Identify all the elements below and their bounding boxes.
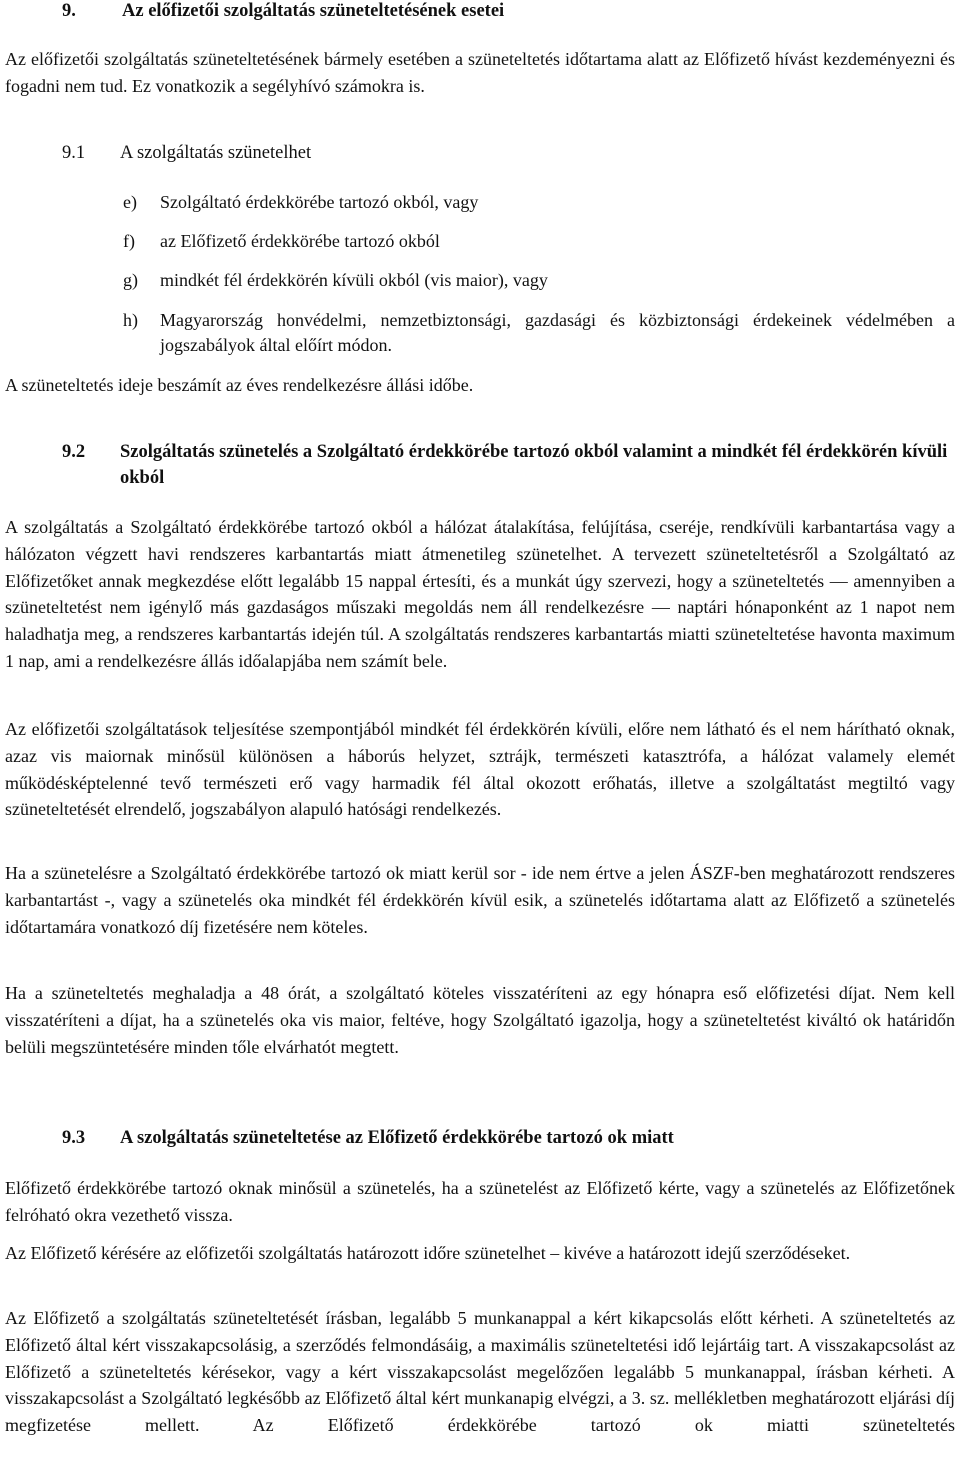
list-item-text: mindkét fél érdekkörén kívüli okból (vis maior), vagy <box>160 270 548 290</box>
list-marker: f) <box>123 231 135 251</box>
section-9-3-number: 9.3 <box>62 1128 86 1148</box>
list-item-f <box>123 229 955 254</box>
section-9-2-paragraph-1: A szolgáltatás a Szolgáltató érdekkörébe tartozó okból a hálózat átalakítása, felújítása, cseréje, rendkívüli karbantartása vagy a hálózaton végzett havi rendszeres karbantartás miatt átmenetileg szünetelhet. A tervezett szüneteltetésről a Szolgáltató az Előfizetőket annak megkezdése előtt legalább 15 nappal értesíti, és a munkát úgy szervezi, hogy a szüneteltetés — amennyiben a szüneteltetést nem igénylő más gazdaságos műszaki megoldás nem áll rendelkezésre — naptári hónaponként az 1 napot nem haladhatja meg, a rendszeres karbantartás idején túl. A szolgáltatás rendszeres karbantartás miatti szüneteltetése havonta maximum 1 nap, ami a rendelkezésre állás időalapjába nem számít bele. <box>5 517 955 671</box>
section-9-1-note: A szüneteltetés ideje beszámít az éves rendelkezésre állási időbe. <box>5 375 474 395</box>
section-9-2-title: Szolgáltatás szünetelés a Szolgáltató érdekkörébe tartozó okból valamint a mindkét fél érdekkörén kívüli okból <box>120 442 948 488</box>
section-9-title: Az előfizetői szolgáltatás szüneteltetésének esetei <box>122 1 505 21</box>
list-item-text: Szolgáltató érdekkörébe tartozó okból, vagy <box>160 192 479 212</box>
section-9-3-paragraph-3: Az Előfizető a szolgáltatás szüneteltetését írásban, legalább 5 munkanappal a kért kikapcsolás előtt kérheti. A szüneteltetés az Előfizető által kért visszakapcsolásig, a szerződés felmondásáig, a maximális szüneteltetési idő lejártáig tart. A visszakapcsolást az Előfizető a szüneteltetés kérésekor, vagy a kért visszakapcsolást megelőzően legalább 5 munkanappal, írásban kérheti. A visszakapcsolást a Szolgáltató legkésőbb az Előfizető által kért munkanapig elvégzi, a 3. sz. mellékletben meghatározott eljárási díj megfizetése mellett. Az Előfizető érdekkörébe tartozó ok miatti szüneteltetés <box>5 1308 955 1436</box>
list-marker: g) <box>123 270 138 290</box>
list-item-h <box>123 308 955 358</box>
section-9-3-title: A szolgáltatás szüneteltetése az Előfizető érdekkörébe tartozó ok miatt <box>120 1128 674 1148</box>
section-9-intro: Az előfizetői szolgáltatás szüneteltetésének bármely esetében a szüneteltetés időtartama alatt az Előfizető hívást kezdeményezni és fogadni nem tud. Ez vonatkozik a segélyhívó számokra is. <box>5 49 955 96</box>
section-9-2-number: 9.2 <box>62 442 86 462</box>
section-9-1-heading <box>5 140 955 166</box>
section-9-2-paragraph-3: Ha a szünetelésre a Szolgáltató érdekkörébe tartozó ok miatt kerül sor - ide nem értve a jelen ÁSZF-ben meghatározott rendszeres karbantartást -, vagy a szünetelés oka mindkét fél érdekkörén kívül esik, a szünetelés időtartama alatt az Előfizető a szünetelés időtartamára vonatkozó díj fizetésére nem köteles. <box>5 863 955 937</box>
list-item-g <box>123 268 955 293</box>
section-9-3-heading <box>5 1125 955 1151</box>
section-9-2-paragraph-4: Ha a szüneteltetés meghaladja a 48 órát, a szolgáltató köteles visszatéríteni az egy hónapra eső előfizetési díjat. Nem kell visszatéríteni a díjat, ha a szünetelés oka vis maior, feltéve, hogy Szolgáltató igazolja, hogy a szüneteltetést kiváltó ok határidőn belüli megszüntetésére minden tőle elvárhatót megtett. <box>5 983 955 1057</box>
list-item-text: Magyarország honvédelmi, nemzetbiztonsági, gazdasági és közbiztonsági érdekeinek védelmében a jogszabályok által előírt módon. <box>160 310 955 355</box>
section-9-1-title: A szolgáltatás szünetelhet <box>120 143 312 163</box>
section-9-2-heading <box>5 439 955 491</box>
section-9-2-paragraph-2: Az előfizetői szolgáltatások teljesítése szempontjából mindkét fél érdekkörén kívüli, előre nem látható és el nem hárítható oknak, azaz vis maiornak minősül különösen a háborús helyzet, sztrájk, természeti katasztrófa, a hálózat valamely elemét működésképtelenné tevő természeti erő vagy harmadik fél által okozott erőhatás, illetve a szolgáltatást megtiltó vagy szüneteltetését elrendelő, jogszabályon alapuló hatósági rendelkezés. <box>5 719 955 820</box>
list-item-text: az Előfizető érdekkörébe tartozó okból <box>160 231 440 251</box>
section-9-number: 9. <box>62 1 76 21</box>
list-marker: e) <box>123 192 137 212</box>
section-9-1-number: 9.1 <box>62 143 86 163</box>
section-9-3-paragraph-1: Előfizető érdekkörébe tartozó oknak minősül a szünetelés, ha a szünetelést az Előfizető kérte, vagy a szünetelés az Előfizetőnek felróható okra vezethető vissza. <box>5 1178 955 1225</box>
section-9-3-paragraph-2: Az Előfizető kérésére az előfizetői szolgáltatás határozott időre szünetelhet – kivéve a határozott idejű szerződéseket. <box>5 1243 851 1263</box>
list-item-e <box>123 190 955 215</box>
list-marker: h) <box>123 310 138 330</box>
